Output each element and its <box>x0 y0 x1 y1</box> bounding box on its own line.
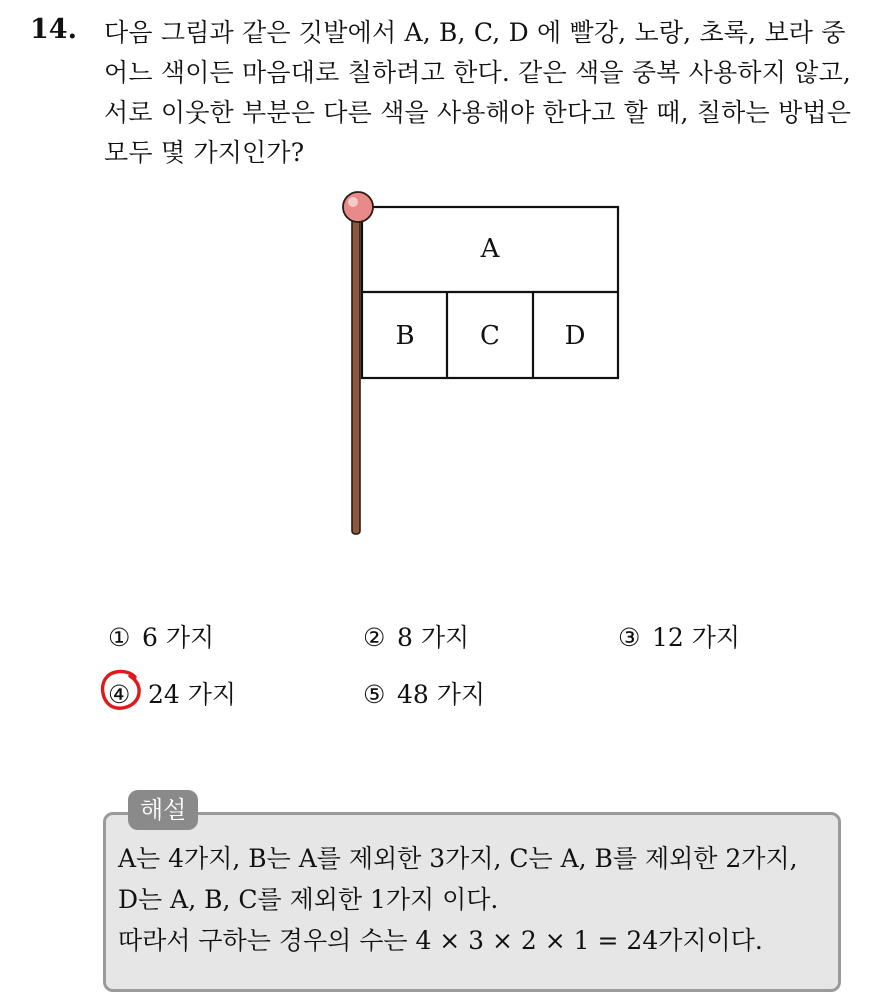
choice-marker: ⑤ <box>363 680 386 709</box>
region-label-a: A <box>480 234 500 264</box>
region-label-b: B <box>395 321 415 351</box>
solution-tag: 해설 <box>128 790 198 830</box>
flag-pole <box>352 207 360 534</box>
question-line: 모두 몇 가지인가? <box>104 138 305 167</box>
answer-choices <box>108 612 808 732</box>
choice-text: 8 가지 <box>397 623 470 652</box>
region-label-d: D <box>564 321 586 351</box>
question-line: 서로 이웃한 부분은 다른 색을 사용해야 한다고 할 때, 칠하는 방법은 <box>104 98 852 127</box>
choice-text: 48 가지 <box>397 680 486 709</box>
choice-1[interactable] <box>108 618 214 654</box>
question-text <box>104 13 864 173</box>
region-label-c: C <box>480 321 500 351</box>
choice-marker: ② <box>363 623 386 652</box>
choice-5[interactable] <box>363 675 485 711</box>
question-line: 다음 그림과 같은 깃발에서 A, B, C, D 에 빨강, 노랑, 초록, 보라 중 <box>104 18 846 47</box>
pole-knob-highlight <box>348 197 358 207</box>
choice-text: 24 가지 <box>148 680 237 709</box>
flag-diagram <box>330 185 640 545</box>
choice-2[interactable] <box>363 618 469 654</box>
choice-4[interactable] <box>108 675 236 711</box>
question-line: 어느 색이든 마음대로 칠하려고 한다. 같은 색을 중복 사용하지 않고, <box>104 58 852 87</box>
solution-line: 따라서 구하는 경우의 수는 4 × 3 × 2 × 1 = 24가지이다. <box>118 926 763 955</box>
choice-marker: ④ <box>108 680 131 709</box>
choice-marker: ③ <box>618 623 641 652</box>
choice-3[interactable] <box>618 618 740 654</box>
solution-line: A는 4가지, B는 A를 제외한 3가지, C는 A, B를 제외한 2가지, <box>118 844 798 873</box>
question-number: 14. <box>30 14 77 45</box>
pole-knob <box>343 192 373 222</box>
solution-text <box>118 838 828 961</box>
choice-text: 6 가지 <box>142 623 215 652</box>
choice-marker: ① <box>108 623 131 652</box>
choice-text: 12 가지 <box>652 623 741 652</box>
flag-figure <box>330 185 640 545</box>
solution-line: D는 A, B, C를 제외한 1가지 이다. <box>118 885 499 914</box>
